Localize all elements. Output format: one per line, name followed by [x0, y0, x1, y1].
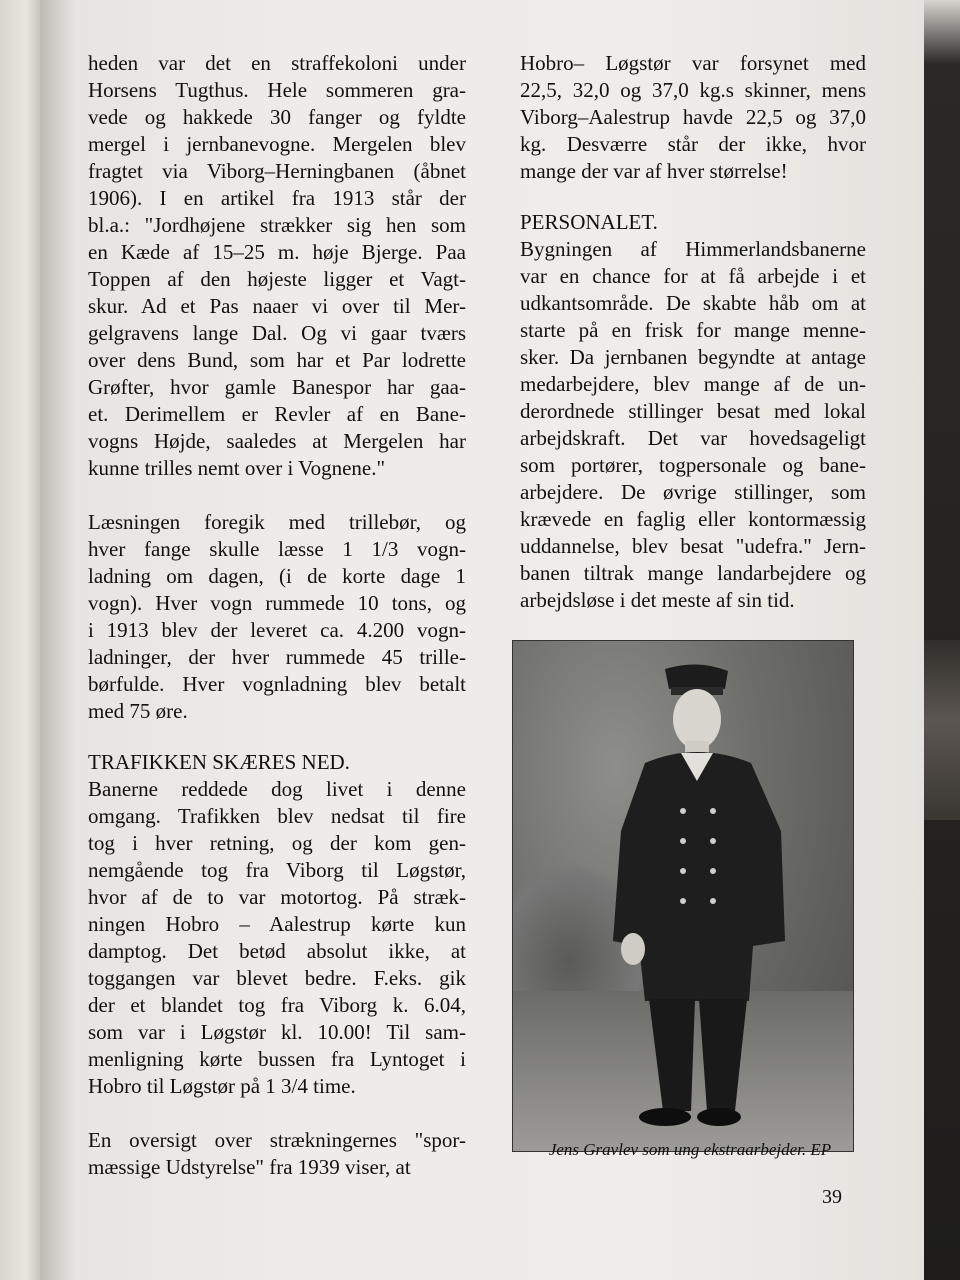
text-line: Hobro– Løgstør var forsynet med	[520, 51, 866, 75]
paragraph-skinner	[520, 50, 866, 185]
text-line: som portører, togpersonale og bane-	[520, 453, 866, 477]
paragraph-oversigt	[88, 1127, 466, 1181]
text-line: som var i Løgstør kl. 10.00! Til sam-	[88, 1020, 466, 1044]
portrait-photo	[512, 640, 854, 1152]
text-line: gelgravens lange Dal. Og vi gaar tværs	[88, 321, 466, 345]
text-line: En oversigt over strækningernes "spor-	[88, 1128, 466, 1152]
text-line: vogn). Hver vogn rummede 10 tons, og	[88, 591, 466, 615]
text-line: toggangen var blevet bedre. F.eks. gik	[88, 966, 466, 990]
text-line: en Kæde af 15–25 m. høje Bjerge. Paa	[88, 240, 466, 264]
text-line: Grøfter, hvor gamle Banespor har gaa-	[88, 375, 466, 399]
text-line: mergel i jernbanevogne. Mergelen blev	[88, 132, 466, 156]
text-line: arbejdere. De øvrige stillinger, som	[520, 480, 866, 504]
text-line: ladninger, der hver rummede 45 trille-	[88, 645, 466, 669]
text-line: Hobro til Løgstør på 1 3/4 time.	[88, 1074, 356, 1098]
paragraph-laesning	[88, 509, 466, 725]
text-line: vogns Højde, saaledes at Mergelen har	[88, 429, 466, 453]
left-column	[88, 50, 466, 1181]
text-line: fragtet via Viborg–Herningbanen (åbnet	[88, 159, 466, 183]
heading-personalet: PERSONALET.	[520, 210, 658, 234]
right-column	[520, 50, 866, 614]
text-line: udkantsområde. De skabte håb om at	[520, 291, 866, 315]
paragraph-mergel	[88, 50, 466, 482]
text-line: hver fange skulle læsse 1 1/3 vogn-	[88, 537, 466, 561]
right-background	[924, 0, 960, 1280]
text-line: Bygningen af Himmerlandsbanerne	[520, 237, 866, 261]
text-line: tog i hver retning, og der kom gen-	[88, 831, 466, 855]
text-line: derordnede stillinger besat med lokal	[520, 399, 866, 423]
photo-caption: Jens Gravlev som ung ekstraarbejder. EP	[548, 1140, 832, 1159]
paragraph-trafikken	[88, 776, 466, 1100]
text-line: kg. Desværre står der ikke, hvor	[520, 132, 866, 156]
text-line: over dens Bund, som har et Par lodrette	[88, 348, 466, 372]
page-number: 39	[822, 1186, 842, 1208]
text-line: et. Derimellem er Revler af en Bane-	[88, 402, 466, 426]
text-line: Viborg–Aalestrup havde 22,5 og 37,0	[520, 105, 866, 129]
text-line: børfulde. Hver vognladning blev betalt	[88, 672, 466, 696]
text-line: starte på en frisk for mange menne-	[520, 318, 866, 342]
text-line: hvor af de to var motortog. På stræk-	[88, 885, 466, 909]
text-line: uddannelse, blev besat "udefra." Jern-	[520, 534, 866, 558]
text-line: nemgående tog fra Viborg til Løgstør,	[88, 858, 466, 882]
text-line: Banerne reddede dog livet i denne	[88, 777, 466, 801]
text-line: mange der var af hver størrelse!	[520, 159, 788, 183]
heading-trafikken: TRAFIKKEN SKÆRES NED.	[88, 750, 350, 774]
paragraph-personalet	[520, 236, 866, 614]
text-line: heden var det en straffekoloni under	[88, 51, 466, 75]
text-line: med 75 øre.	[88, 699, 188, 723]
text-line: Horsens Tugthus. Hele sommeren gra-	[88, 78, 466, 102]
text-line: mæssige Udstyrelse" fra 1939 viser, at	[88, 1155, 411, 1179]
text-line: krævede en faglig eller kontormæssig	[520, 507, 866, 531]
text-line: bl.a.: "Jordhøjene strækker sig hen som	[88, 213, 466, 237]
text-line: i 1913 blev der leveret ca. 4.200 vogn-	[88, 618, 466, 642]
text-line: banen tiltrak mange landarbejdere og	[520, 561, 866, 585]
text-line: skur. Ad et Pas naaer vi over til Mer-	[88, 294, 466, 318]
text-line: arbejdskraft. Det var hovedsageligt	[520, 426, 866, 450]
text-line: 1906). I en artikel fra 1913 står der	[88, 186, 466, 210]
text-line: arbejdsløse i det meste af sin tid.	[520, 588, 795, 612]
text-line: damptog. Det betød absolut ikke, at	[88, 939, 466, 963]
text-line: kunne trilles nemt over i Vognene."	[88, 456, 386, 480]
text-line: Læsningen foregik med trillebør, og	[88, 510, 466, 534]
text-line: Toppen af den højeste ligger et Vagt-	[88, 267, 466, 291]
text-line: ningen Hobro – Aalestrup kørte kun	[88, 912, 466, 936]
uniformed-man-figure	[513, 641, 853, 1151]
text-line: 22,5, 32,0 og 37,0 kg.s skinner, mens	[520, 78, 866, 102]
text-line: menligning kørte bussen fra Lyntoget i	[88, 1047, 466, 1071]
previous-page-edge	[0, 0, 44, 1280]
text-line: vede og hakkede 30 fanger og fyldte	[88, 105, 466, 129]
text-line: omgang. Trafikken blev nedsat til fire	[88, 804, 466, 828]
text-line: medarbejdere, blev mange af de un-	[520, 372, 866, 396]
text-line: var en chance for at få arbejde i et	[520, 264, 866, 288]
text-line: der et blandet tog fra Viborg k. 6.04,	[88, 993, 466, 1017]
text-line: ladning om dagen, (i de korte dage 1	[88, 564, 466, 588]
text-line: sker. Da jernbanen begyndte at antage	[520, 345, 866, 369]
